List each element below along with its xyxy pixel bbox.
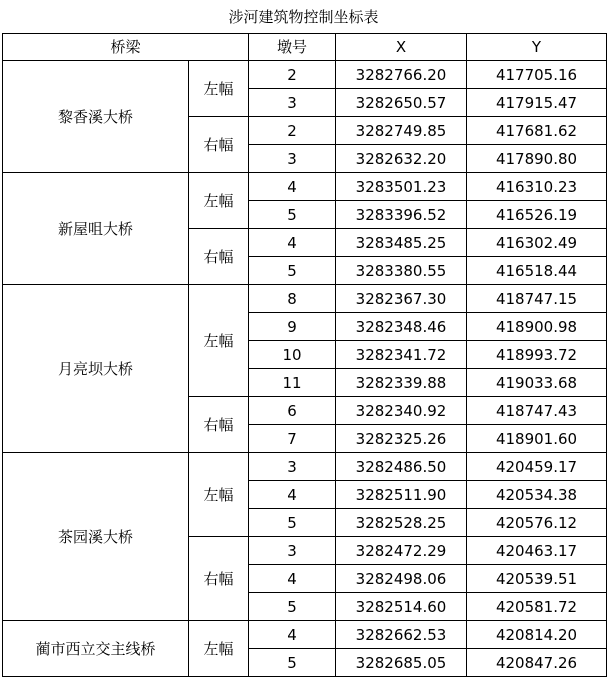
y-coordinate-cell: 420581.72 [467, 593, 607, 621]
header-y: Y [467, 34, 607, 61]
x-coordinate-cell: 3282472.29 [336, 537, 467, 565]
pier-cell: 10 [249, 341, 336, 369]
side-cell: 右幅 [189, 537, 249, 621]
x-coordinate-cell: 3282348.46 [336, 313, 467, 341]
bridge-name-cell: 黎香溪大桥 [3, 61, 189, 173]
y-coordinate-cell: 420459.17 [467, 453, 607, 481]
y-coordinate-cell: 420539.51 [467, 565, 607, 593]
pier-cell: 3 [249, 145, 336, 173]
y-coordinate-cell: 416518.44 [467, 257, 607, 285]
header-x: X [336, 34, 467, 61]
side-cell: 左幅 [189, 621, 249, 677]
table-header-row [3, 34, 607, 61]
y-coordinate-cell: 418747.43 [467, 397, 607, 425]
table-row [3, 61, 607, 89]
x-coordinate-cell: 3282528.25 [336, 509, 467, 537]
pier-cell: 8 [249, 285, 336, 313]
table-row [3, 621, 607, 649]
pier-cell: 5 [249, 649, 336, 677]
pier-cell: 5 [249, 201, 336, 229]
x-coordinate-cell: 3282685.05 [336, 649, 467, 677]
pier-cell: 4 [249, 565, 336, 593]
x-coordinate-cell: 3282511.90 [336, 481, 467, 509]
side-cell: 左幅 [189, 61, 249, 117]
x-coordinate-cell: 3282662.53 [336, 621, 467, 649]
bridge-name-cell: 新屋咀大桥 [3, 173, 189, 285]
pier-cell: 4 [249, 481, 336, 509]
x-coordinate-cell: 3283380.55 [336, 257, 467, 285]
x-coordinate-cell: 3282339.88 [336, 369, 467, 397]
y-coordinate-cell: 416526.19 [467, 201, 607, 229]
header-pier: 墩号 [249, 34, 336, 61]
coordinate-table [2, 33, 607, 677]
y-coordinate-cell: 420814.20 [467, 621, 607, 649]
y-coordinate-cell: 419033.68 [467, 369, 607, 397]
side-cell: 左幅 [189, 173, 249, 229]
pier-cell: 6 [249, 397, 336, 425]
pier-cell: 4 [249, 173, 336, 201]
x-coordinate-cell: 3282341.72 [336, 341, 467, 369]
x-coordinate-cell: 3282486.50 [336, 453, 467, 481]
pier-cell: 4 [249, 229, 336, 257]
pier-cell: 5 [249, 257, 336, 285]
table-body [3, 61, 607, 677]
y-coordinate-cell: 420576.12 [467, 509, 607, 537]
document-title: 涉河建筑物控制坐标表 [228, 8, 379, 26]
y-coordinate-cell: 420847.26 [467, 649, 607, 677]
y-coordinate-cell: 417705.16 [467, 61, 607, 89]
y-coordinate-cell: 418747.15 [467, 285, 607, 313]
pier-cell: 5 [249, 593, 336, 621]
y-coordinate-cell: 418993.72 [467, 341, 607, 369]
x-coordinate-cell: 3282340.92 [336, 397, 467, 425]
y-coordinate-cell: 417681.62 [467, 117, 607, 145]
pier-cell: 2 [249, 61, 336, 89]
y-coordinate-cell: 420534.38 [467, 481, 607, 509]
x-coordinate-cell: 3283485.25 [336, 229, 467, 257]
bridge-name-cell: 茶园溪大桥 [3, 453, 189, 621]
x-coordinate-cell: 3282514.60 [336, 593, 467, 621]
y-coordinate-cell: 417890.80 [467, 145, 607, 173]
y-coordinate-cell: 417915.47 [467, 89, 607, 117]
bridge-name-cell: 月亮坝大桥 [3, 285, 189, 453]
table-row [3, 453, 607, 481]
side-cell: 左幅 [189, 285, 249, 397]
pier-cell: 9 [249, 313, 336, 341]
x-coordinate-cell: 3282498.06 [336, 565, 467, 593]
table-row [3, 173, 607, 201]
pier-cell: 3 [249, 453, 336, 481]
side-cell: 右幅 [189, 397, 249, 453]
x-coordinate-cell: 3282766.20 [336, 61, 467, 89]
side-cell: 右幅 [189, 117, 249, 173]
x-coordinate-cell: 3282650.57 [336, 89, 467, 117]
y-coordinate-cell: 418900.98 [467, 313, 607, 341]
x-coordinate-cell: 3282749.85 [336, 117, 467, 145]
y-coordinate-cell: 420463.17 [467, 537, 607, 565]
pier-cell: 3 [249, 89, 336, 117]
bridge-name-cell: 蔺市西立交主线桥 [3, 621, 189, 677]
x-coordinate-cell: 3283396.52 [336, 201, 467, 229]
y-coordinate-cell: 416302.49 [467, 229, 607, 257]
x-coordinate-cell: 3283501.23 [336, 173, 467, 201]
table-row [3, 285, 607, 313]
x-coordinate-cell: 3282632.20 [336, 145, 467, 173]
header-bridge: 桥梁 [3, 34, 249, 61]
pier-cell: 5 [249, 509, 336, 537]
pier-cell: 4 [249, 621, 336, 649]
side-cell: 左幅 [189, 453, 249, 537]
pier-cell: 11 [249, 369, 336, 397]
x-coordinate-cell: 3282367.30 [336, 285, 467, 313]
y-coordinate-cell: 416310.23 [467, 173, 607, 201]
pier-cell: 3 [249, 537, 336, 565]
pier-cell: 2 [249, 117, 336, 145]
x-coordinate-cell: 3282325.26 [336, 425, 467, 453]
pier-cell: 7 [249, 425, 336, 453]
side-cell: 右幅 [189, 229, 249, 285]
y-coordinate-cell: 418901.60 [467, 425, 607, 453]
